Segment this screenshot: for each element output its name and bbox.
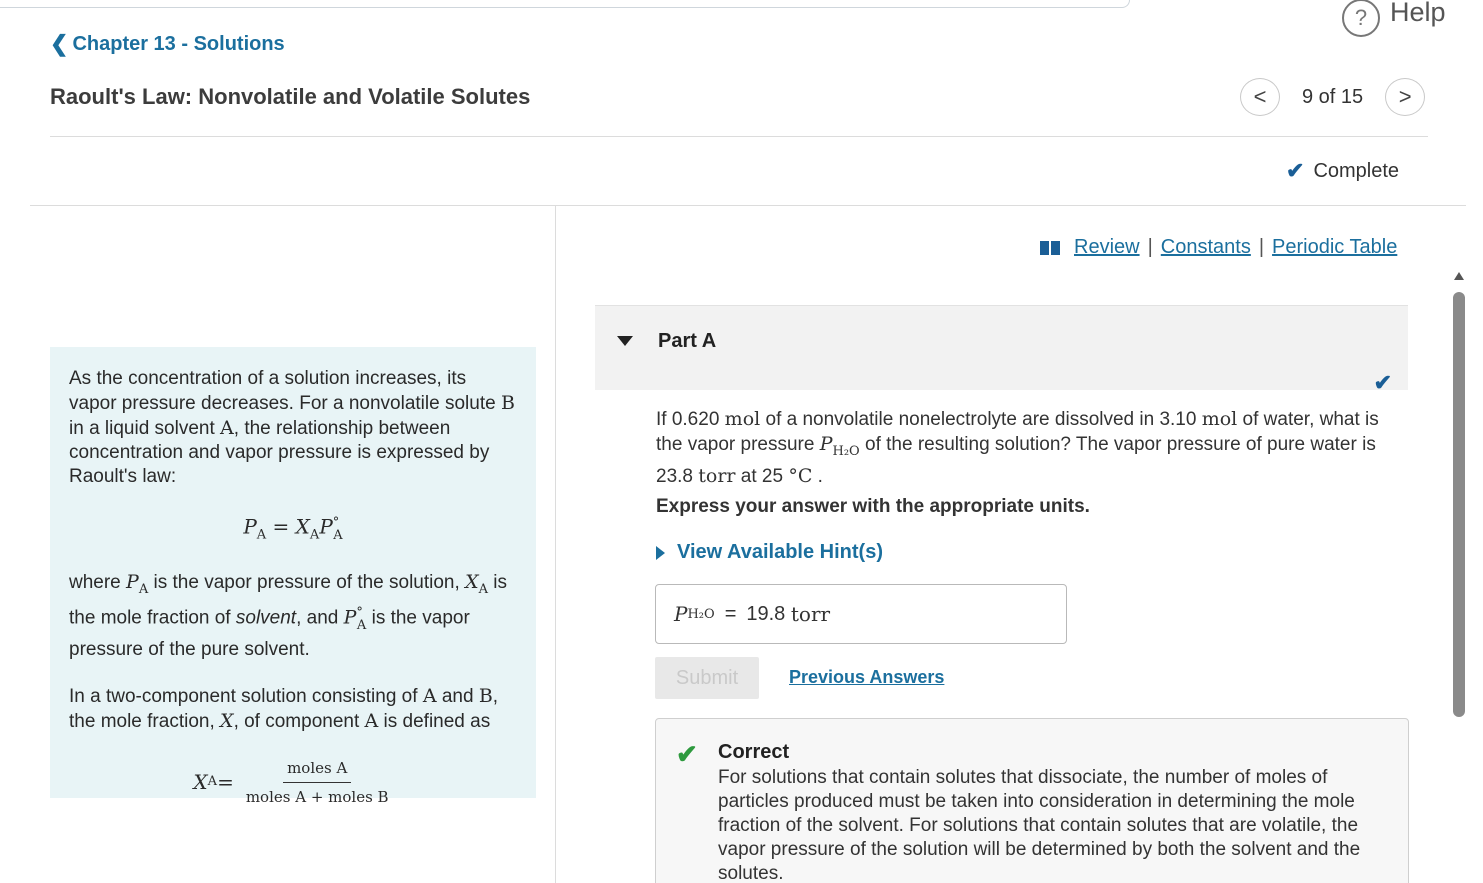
math-superscript: ° bbox=[332, 515, 340, 530]
text: , the mole fraction, bbox=[69, 685, 499, 732]
text: is the vapor pressure of the solution, bbox=[148, 571, 466, 593]
text: , the relationship between concentration and vapor pressure is expressed by Raoult's law: bbox=[69, 418, 490, 487]
math-subscript: A bbox=[256, 527, 267, 543]
math-symbol: B bbox=[500, 392, 515, 414]
checkmark-icon: ✔ bbox=[676, 739, 698, 769]
text: . bbox=[812, 465, 823, 487]
checkmark-icon: ✔ bbox=[1286, 158, 1305, 183]
math-subscript: A bbox=[207, 774, 218, 790]
status-label: Complete bbox=[1313, 159, 1400, 182]
text: As the concentration of a solution increases, its vapor pressure decreases. For a nonvolatile solute bbox=[69, 368, 501, 414]
math-symbol: P bbox=[243, 514, 257, 539]
intro-paragraph-1 bbox=[69, 367, 517, 489]
text: is the mole fraction of bbox=[69, 571, 507, 629]
answer-value: 19.8 bbox=[746, 602, 786, 625]
math-symbol: X bbox=[465, 570, 479, 593]
help-button[interactable] bbox=[1342, 0, 1446, 32]
pager-position: 9 of 15 bbox=[1302, 85, 1364, 108]
resource-links bbox=[1040, 236, 1397, 259]
text: at 25 bbox=[735, 465, 789, 487]
scroll-up-arrow-icon[interactable] bbox=[1454, 272, 1464, 280]
periodic-table-link[interactable]: Periodic Table bbox=[1272, 236, 1398, 258]
divider bbox=[30, 205, 1466, 206]
page-title: Raoult's Law: Nonvolatile and Volatile Solutes bbox=[50, 84, 531, 109]
hint-label: View Available Hint(s) bbox=[677, 541, 883, 563]
fraction-denominator: moles A + moles B bbox=[245, 787, 389, 806]
help-label: Help bbox=[1390, 0, 1446, 27]
chevron-left-icon: < bbox=[1253, 84, 1267, 109]
fraction bbox=[242, 756, 393, 809]
math-superscript: ° bbox=[356, 605, 363, 621]
item-pager bbox=[1240, 78, 1425, 116]
chevron-left-icon: ❮ bbox=[50, 31, 69, 56]
chapter-link-label: Chapter 13 - Solutions bbox=[72, 32, 285, 55]
text: is defined as bbox=[378, 710, 491, 732]
expand-triangle-icon bbox=[656, 546, 665, 560]
math-symbol: B bbox=[478, 684, 493, 707]
math-symbol: P bbox=[319, 514, 333, 539]
math-subscript: H₂O bbox=[832, 443, 860, 459]
text: is the vapor pressure of the pure solvent. bbox=[69, 607, 470, 660]
help-icon: ? bbox=[1342, 0, 1380, 37]
math-symbol: P bbox=[819, 433, 833, 455]
answer-field[interactable] bbox=[655, 584, 1067, 644]
math-operator: = bbox=[266, 514, 296, 539]
unit: torr bbox=[698, 464, 736, 487]
math-operator: = bbox=[217, 770, 234, 795]
previous-answers-link[interactable]: Previous Answers bbox=[789, 667, 945, 687]
text: of water, what is the vapor pressure bbox=[656, 409, 1379, 455]
math-symbol: X bbox=[193, 770, 208, 795]
text: If 0.620 bbox=[656, 409, 725, 430]
text: of the resulting solution? The vapor pressure of pure water is 23.8 bbox=[656, 434, 1376, 487]
math-subscript: A bbox=[356, 617, 367, 633]
text: , and bbox=[296, 607, 344, 629]
part-label: Part A bbox=[658, 330, 717, 352]
scrollbar[interactable] bbox=[1452, 268, 1466, 883]
math-subscript: A bbox=[478, 581, 488, 597]
math-subscript: A bbox=[333, 527, 343, 543]
column-divider bbox=[555, 206, 556, 883]
part-a-header[interactable] bbox=[595, 305, 1408, 395]
feedback-title: Correct bbox=[718, 741, 790, 763]
view-hints-toggle[interactable] bbox=[656, 541, 883, 564]
unit: mol bbox=[724, 408, 761, 430]
book-icon bbox=[1040, 241, 1060, 255]
instructions: Express your answer with the appropriate units. bbox=[656, 496, 1090, 517]
collapse-triangle-icon bbox=[617, 336, 633, 346]
math-symbol: A bbox=[422, 684, 437, 707]
math-subscript: H₂O bbox=[687, 606, 715, 622]
unit: mol bbox=[1201, 408, 1238, 430]
equals-sign: = bbox=[724, 602, 737, 625]
mole-fraction-equation bbox=[69, 756, 517, 809]
divider bbox=[50, 136, 1428, 137]
math-symbol: A bbox=[220, 417, 234, 439]
scrollbar-thumb[interactable] bbox=[1453, 292, 1465, 717]
fraction-numerator: moles A bbox=[283, 756, 351, 783]
separator: | bbox=[1147, 236, 1153, 258]
math-symbol: A bbox=[364, 709, 379, 732]
text: , of component bbox=[233, 710, 365, 732]
completion-status bbox=[1286, 158, 1399, 184]
math-symbol: P bbox=[674, 602, 688, 626]
answer-unit: torr bbox=[790, 602, 831, 626]
chapter-back-link[interactable] bbox=[50, 31, 285, 57]
math-symbol: P bbox=[343, 606, 357, 629]
submit-button[interactable]: Submit bbox=[655, 657, 759, 699]
text: in a liquid solvent bbox=[69, 418, 221, 439]
chevron-right-icon: > bbox=[1398, 84, 1412, 109]
intro-panel bbox=[50, 347, 536, 806]
math-symbol: X bbox=[220, 709, 234, 732]
question-text bbox=[656, 407, 1408, 489]
feedback-text: For solutions that contain solutes that dissociate, the number of moles of particles produced must be taken into consideration in determining the mole fraction of the solvent. For solutions that contain solutes that are volatile, the vapor pressure of the solution will be determined by both the solvent and the solutes. bbox=[718, 767, 1361, 883]
constants-link[interactable]: Constants bbox=[1160, 236, 1251, 258]
emphasis: solvent bbox=[235, 607, 297, 629]
separator: | bbox=[1258, 236, 1265, 258]
review-link[interactable]: Review bbox=[1074, 236, 1140, 258]
math-symbol: X bbox=[295, 514, 310, 539]
text: where bbox=[69, 571, 127, 593]
prev-item-button[interactable] bbox=[1240, 78, 1280, 116]
browser-top-edge bbox=[0, 0, 1130, 8]
math-subscript: A bbox=[138, 581, 149, 597]
intro-paragraph-2 bbox=[69, 570, 517, 662]
feedback-panel bbox=[655, 718, 1409, 883]
unit: °C bbox=[788, 464, 813, 487]
math-symbol: P bbox=[126, 570, 139, 593]
raoult-law-equation bbox=[69, 511, 517, 548]
checkmark-icon: ✔ bbox=[1373, 370, 1392, 395]
math-subscript: A bbox=[309, 527, 320, 543]
intro-paragraph-3 bbox=[69, 684, 517, 734]
next-item-button[interactable] bbox=[1385, 78, 1425, 116]
text: of a nonvolatile nonelectrolyte are dissolved in 3.10 bbox=[760, 409, 1202, 430]
text: In a two-component solution consisting of bbox=[69, 685, 423, 707]
text: and bbox=[436, 685, 479, 707]
